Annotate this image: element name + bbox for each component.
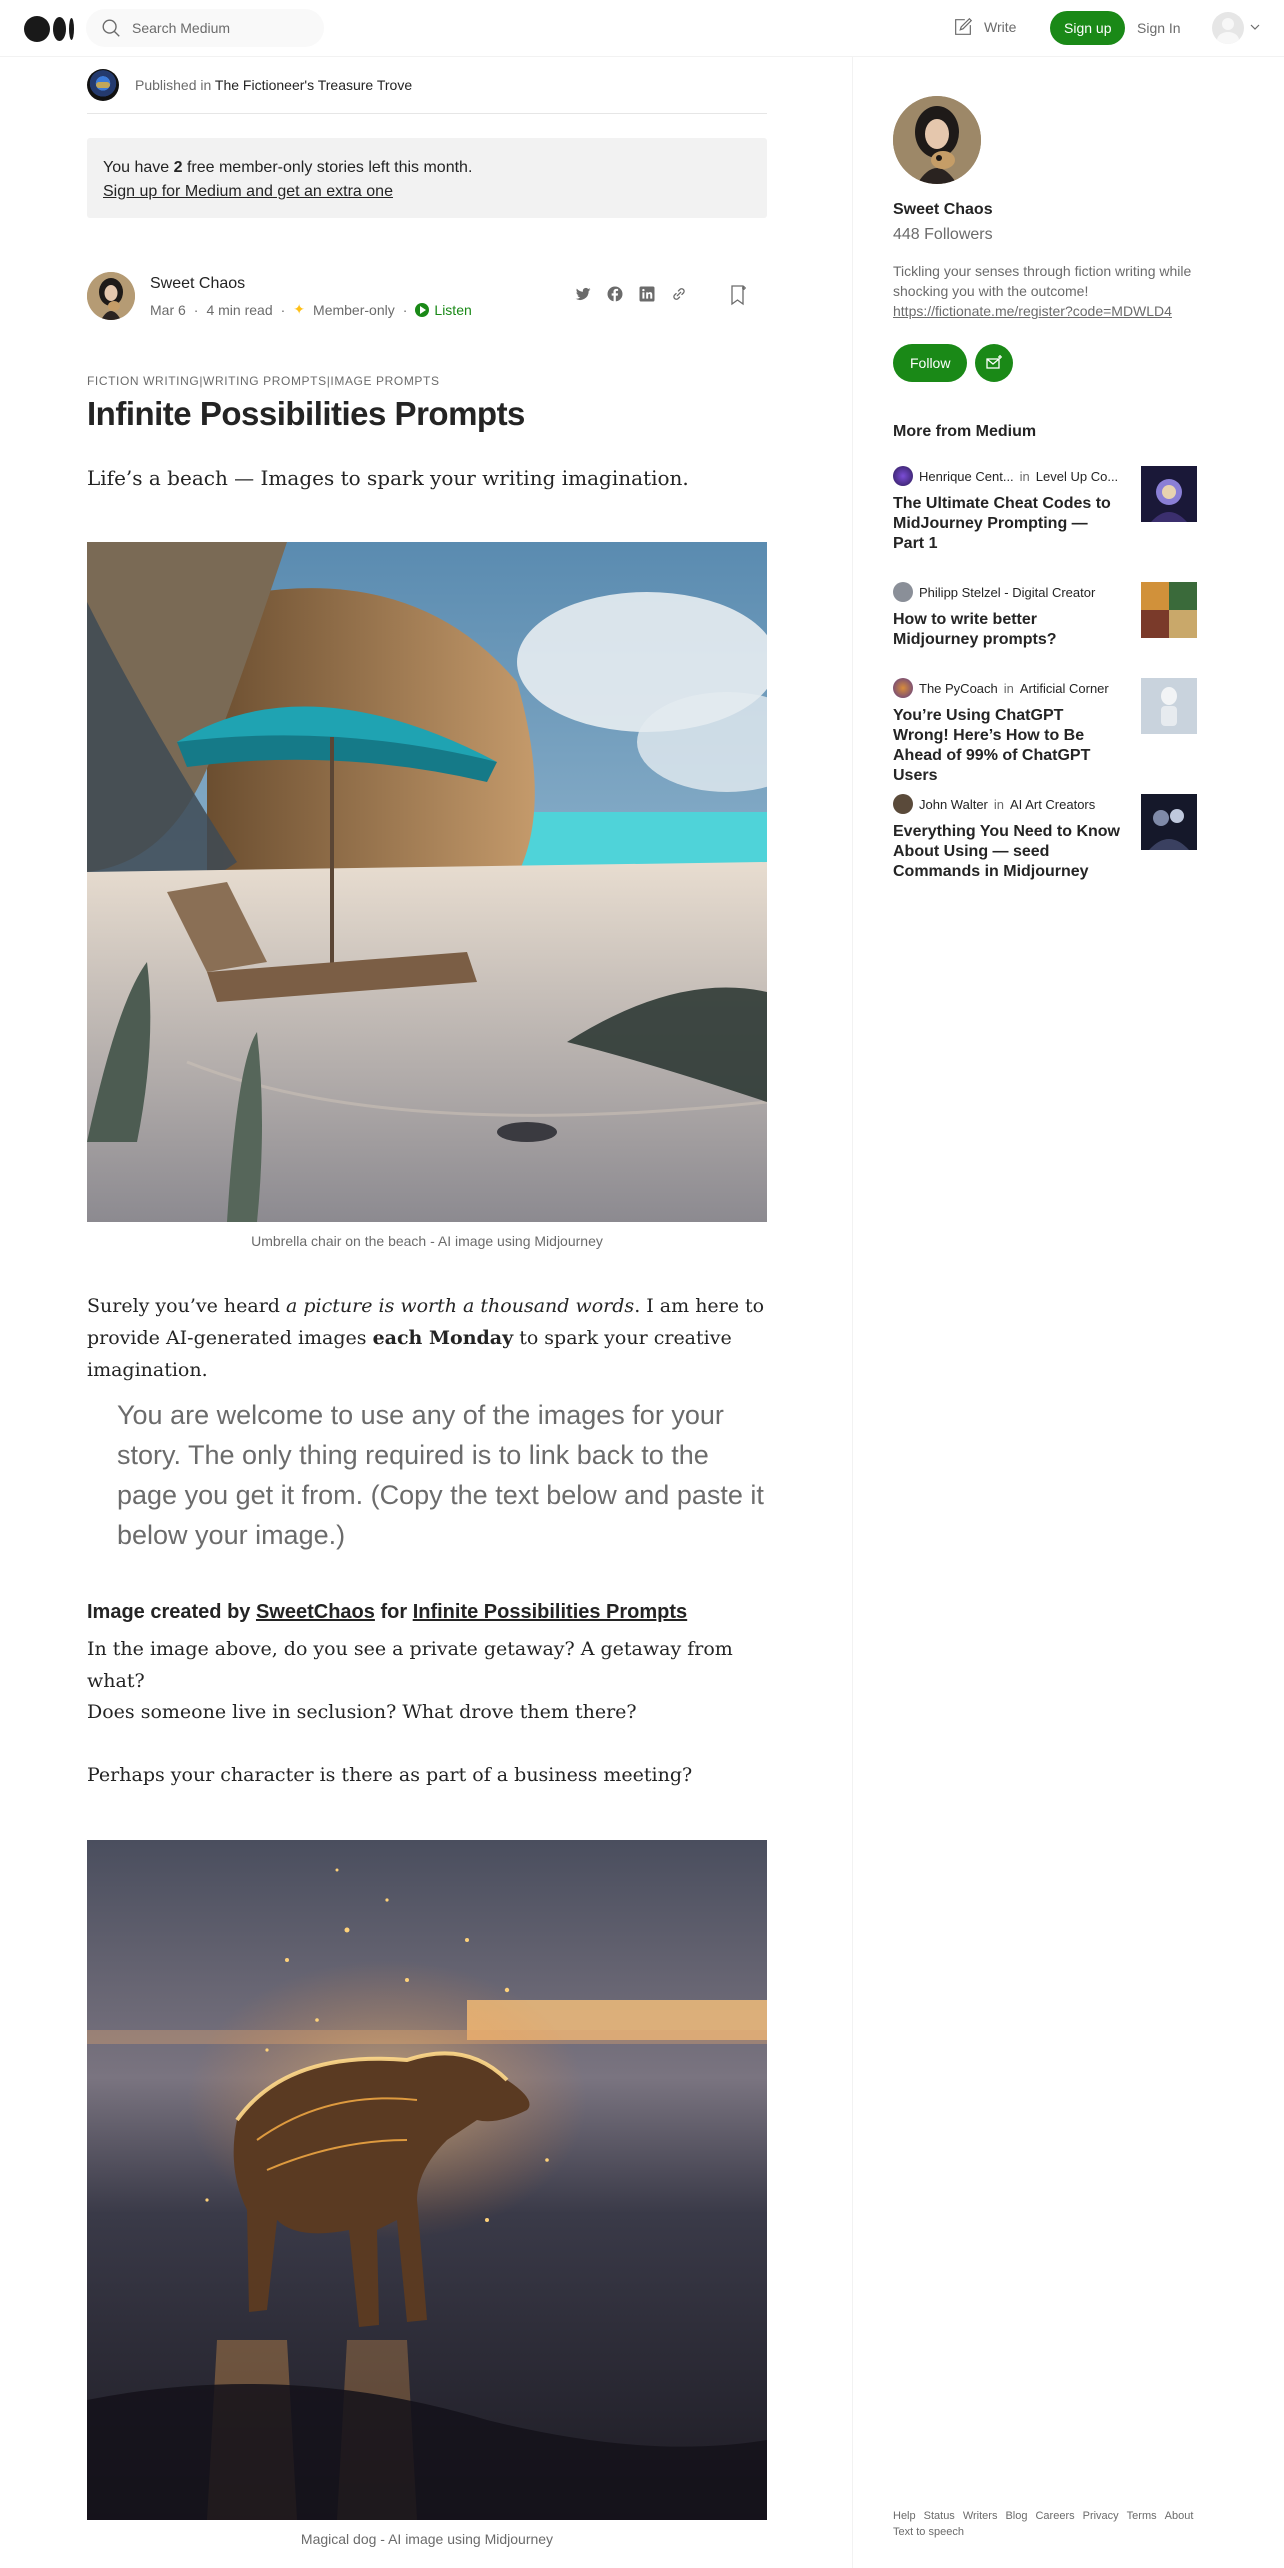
author-name-link[interactable]: Sweet Chaos xyxy=(150,275,246,292)
write-button[interactable] xyxy=(952,16,1016,38)
pencil-write-icon xyxy=(952,16,974,38)
rec-thumbnail[interactable] xyxy=(1141,582,1197,638)
p1-emphasis: a picture is worth a thousand words xyxy=(286,1295,635,1317)
publish-date: Mar 6 xyxy=(150,301,186,318)
notice-text-before: You have xyxy=(103,159,170,176)
follower-count[interactable]: 448 Followers xyxy=(893,226,993,243)
linkedin-icon[interactable] xyxy=(637,284,657,304)
signup-extra-link[interactable]: Sign up for Medium and get an extra one xyxy=(103,183,393,200)
rec-thumbnail[interactable] xyxy=(1141,466,1197,522)
paragraph-4: Perhaps your character is there as part of a business meeting? xyxy=(87,1764,693,1786)
magical-dog-image xyxy=(87,1840,767,2520)
footer-link[interactable]: Terms xyxy=(1126,2510,1157,2522)
top-nav-bar xyxy=(0,0,1284,57)
search-box[interactable] xyxy=(86,9,324,47)
member-star-icon: ✦ xyxy=(293,301,306,317)
play-icon xyxy=(415,303,429,317)
author-bio xyxy=(893,261,1203,321)
article-tags: FICTION WRITING|WRITING PROMPTS|IMAGE PROMPTS xyxy=(87,374,440,388)
rec-author[interactable]: John Walter xyxy=(919,796,988,812)
bio-text: Tickling your senses through fiction writing while shocking you with the outcome! xyxy=(893,263,1192,299)
paragraph-2: In the image above, do you see a private getaway? A getaway from what? xyxy=(87,1638,733,1692)
rec-author-avatar xyxy=(893,794,913,814)
recommended-story[interactable] xyxy=(893,794,1197,882)
article-meta: Mar 6 · 4 min read · ✦ Member-only · Listen xyxy=(150,301,472,318)
member-only-label: Member-only xyxy=(313,301,395,318)
beach-umbrella-image xyxy=(87,542,767,1222)
search-icon xyxy=(100,17,122,39)
sign-in-link[interactable]: Sign In xyxy=(1137,20,1181,36)
recommended-story[interactable] xyxy=(893,466,1197,554)
intro-paragraph xyxy=(87,1290,767,1386)
rec-author-avatar xyxy=(893,678,913,698)
publication-text xyxy=(135,77,412,93)
article-title: Infinite Possibilities Prompts xyxy=(87,395,525,432)
infinite-possibilities-link[interactable]: Infinite Possibilities Prompts xyxy=(412,1601,688,1623)
image-caption-2: Magical dog - AI image using Midjourney xyxy=(300,2531,554,2547)
mail-plus-icon xyxy=(984,353,1004,373)
rec-author[interactable]: Philipp Stelzel - Digital Creator xyxy=(919,584,1096,600)
chevron-down-icon[interactable] xyxy=(1249,21,1261,33)
rec-title[interactable]: Everything You Need to Know About Using — seed Commands in Midjourney xyxy=(893,823,1120,880)
divider xyxy=(87,113,767,114)
rec-publication[interactable]: Artificial Corner xyxy=(1019,680,1109,696)
sidebar-divider xyxy=(852,57,853,2568)
footer-link[interactable]: Privacy xyxy=(1082,2510,1119,2522)
write-label: Write xyxy=(984,19,1017,35)
image-caption-1: Umbrella chair on the beach - AI image using Midjourney xyxy=(251,1233,603,1249)
remaining-count: 2 xyxy=(173,159,183,176)
rec-thumbnail[interactable] xyxy=(1141,678,1197,734)
rec-title[interactable]: You’re Using ChatGPT Wrong! Here’s How to Be Ahead of 99% of ChatGPT Users xyxy=(893,707,1091,784)
sweetchaos-link[interactable]: SweetChaos xyxy=(255,1601,375,1623)
p1-text-a: Surely you’ve heard xyxy=(87,1295,286,1317)
author-avatar[interactable] xyxy=(87,272,135,320)
recommended-story[interactable] xyxy=(893,678,1197,786)
p1-strong: each Monday xyxy=(372,1327,514,1349)
twitter-icon[interactable] xyxy=(573,284,593,304)
notice-text-after: free member-only stories left this month. xyxy=(186,159,473,176)
listen-button[interactable] xyxy=(415,302,471,318)
facebook-icon[interactable] xyxy=(605,284,625,304)
footer-link[interactable]: Careers xyxy=(1035,2510,1075,2522)
listen-label: Listen xyxy=(434,301,472,318)
rec-author[interactable]: Henrique Cent... xyxy=(919,468,1014,484)
subscribe-email-button[interactable] xyxy=(975,344,1013,382)
member-only-notice xyxy=(87,138,767,218)
copy-link-icon[interactable] xyxy=(669,284,689,304)
author-row xyxy=(87,272,767,322)
rec-author[interactable]: The PyCoach xyxy=(919,680,998,696)
publication-name-link[interactable]: The Fictioneer's Treasure Trove xyxy=(214,77,413,93)
publication-row xyxy=(87,69,412,101)
rec-author-avatar xyxy=(893,582,913,602)
publication-logo-icon[interactable] xyxy=(87,69,119,101)
footer-link[interactable]: Help xyxy=(893,2510,916,2522)
sign-up-button[interactable]: Sign up xyxy=(1050,11,1125,45)
p1-text-c: to spark your creative imagination. xyxy=(87,1327,732,1381)
medium-logo[interactable] xyxy=(24,16,74,42)
sidebar-author-avatar[interactable] xyxy=(893,96,981,184)
credit-text-b: for xyxy=(374,1601,413,1623)
rec-in: in xyxy=(993,796,1005,812)
rec-thumbnail[interactable] xyxy=(1141,794,1197,850)
usage-blockquote: You are welcome to use any of the images for your story. The only thing required is to link back to the page you get it from. (Copy the text below and paste it below your image.) xyxy=(117,1400,764,1550)
article-subtitle: Life’s a beach — Images to spark your writing imagination. xyxy=(87,466,689,490)
sidebar-author-name[interactable]: Sweet Chaos xyxy=(893,201,993,218)
user-avatar-icon[interactable] xyxy=(1212,12,1244,44)
footer-link[interactable]: About xyxy=(1164,2510,1194,2522)
rec-title[interactable]: How to write better Midjourney prompts? xyxy=(893,611,1057,648)
share-icons xyxy=(573,284,689,304)
footer-link[interactable]: Status xyxy=(923,2510,955,2522)
bookmark-icon[interactable] xyxy=(727,283,749,307)
bio-link[interactable]: https://fictionate.me/register?code=MDWLD4 xyxy=(893,303,1172,319)
sidebar-footer xyxy=(893,2508,1203,2540)
credit-text-a: Image created by xyxy=(87,1601,256,1623)
rec-title[interactable]: The Ultimate Cheat Codes to MidJourney Prompting — Part 1 xyxy=(893,495,1111,552)
rec-publication[interactable]: Level Up Co... xyxy=(1035,468,1119,484)
rec-in: in xyxy=(1019,468,1030,484)
search-input[interactable] xyxy=(132,20,312,36)
paragraph-3: Does someone live in seclusion? What drove them there? xyxy=(87,1701,637,1723)
rec-author-avatar xyxy=(893,466,913,486)
footer-link[interactable]: Blog xyxy=(1005,2510,1028,2522)
follow-button[interactable]: Follow xyxy=(893,344,967,382)
read-time: 4 min read xyxy=(206,301,273,318)
more-from-medium-heading: More from Medium xyxy=(893,423,1037,440)
image-credit xyxy=(87,1598,767,1626)
recommended-story[interactable] xyxy=(893,582,1197,650)
rec-publication[interactable]: AI Art Creators xyxy=(1010,796,1096,812)
footer-link[interactable]: Writers xyxy=(962,2510,998,2522)
rec-in: in xyxy=(1003,680,1014,696)
published-in-label: Published in xyxy=(135,77,212,93)
footer-link[interactable]: Text to speech xyxy=(893,2526,964,2538)
p1-text-b: . I am here to provide AI-generated images xyxy=(87,1295,765,1349)
